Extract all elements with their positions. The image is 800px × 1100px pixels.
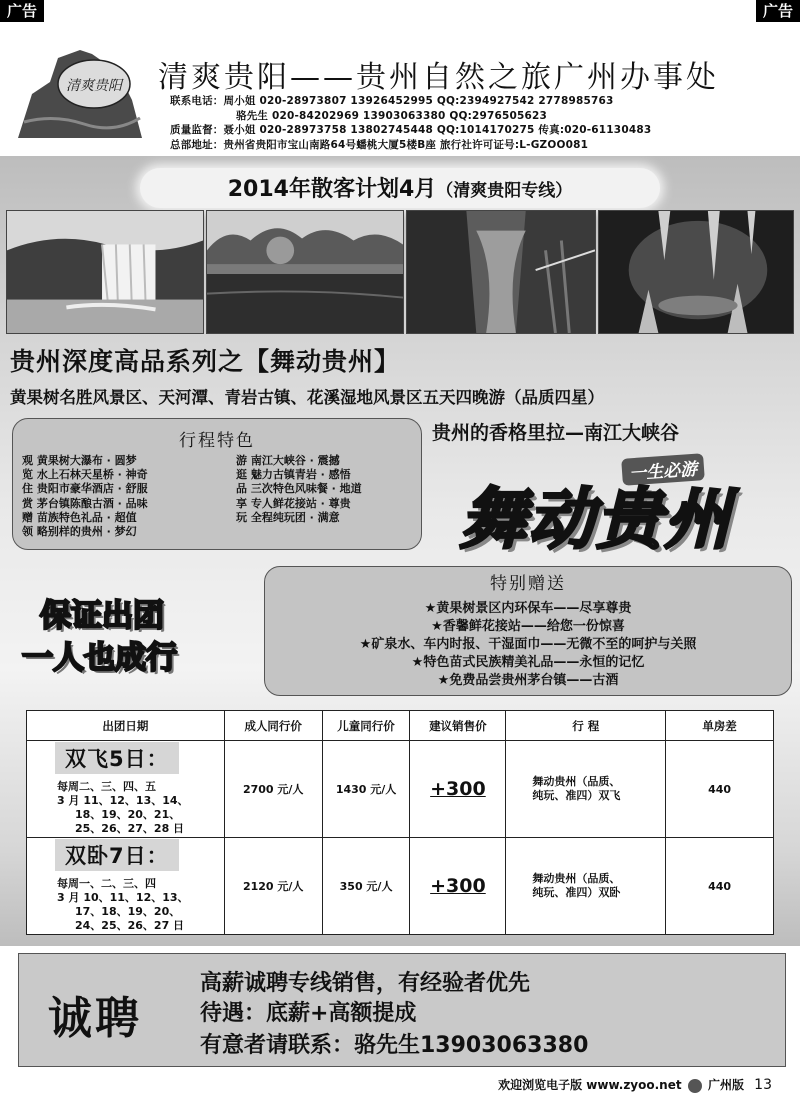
features-left-list: [22, 454, 148, 539]
schedule-table: [26, 710, 774, 935]
feature-item: 住 贵阳市豪华酒店 · 舒服: [22, 482, 148, 496]
footer-edition: 广州版: [707, 1078, 744, 1092]
ad-label-right: 广告: [756, 0, 800, 22]
page-footer: [498, 1076, 772, 1093]
date-line: 每周二、三、四、五: [57, 780, 156, 793]
feature-item: 玩 全程纯玩团 · 满意: [236, 510, 340, 524]
guarantee-line-1: 保证出团: [40, 598, 164, 634]
adult-price: 2120 元/人: [224, 838, 322, 935]
contact-line-2: 骆先生 020-84202969 13903063380 QQ:2976505623: [236, 110, 548, 122]
single-room-supplement: 440: [666, 838, 774, 935]
feature-item: 领 略别样的贵州 · 梦幻: [22, 525, 137, 539]
agency-title: 清爽贵阳——贵州自然之旅广州办事处: [158, 60, 719, 95]
feature-item: 品 三次特色风味餐 · 地道: [236, 482, 362, 496]
recruitment-contact: 有意者请联系：骆先生13903063380: [200, 1033, 589, 1058]
features-right-list: [236, 454, 362, 525]
col-header: 行 程: [506, 711, 666, 741]
feature-item: 览 水上石林天星桥 · 神奇: [22, 468, 148, 482]
contact-line-1: 联系电话：周小姐 020-28973807 13926452995 QQ:2394927542 2778985763: [170, 95, 614, 107]
itinerary-cell: 舞动贵州（品质、 纯玩、准四）双飞: [506, 741, 666, 838]
table-row: [27, 741, 774, 838]
feature-item: 赠 苗族特色礼品 · 超值: [22, 510, 137, 524]
plan-title: 2014年散客计划4月（清爽贵阳专线）: [227, 177, 573, 202]
date-line: 24、25、26、27 日: [75, 919, 185, 932]
table-header-row: [27, 711, 774, 741]
footer-welcome: 欢迎浏览电子版: [498, 1078, 583, 1092]
lake-photo: [206, 210, 404, 334]
canyon-photo: [406, 210, 596, 334]
feature-item: 游 南江大峡谷 · 震撼: [236, 454, 340, 467]
adult-price: 2700 元/人: [224, 741, 322, 838]
gift-item: ★特色苗式民族精美礼品——永恒的记忆: [411, 655, 645, 670]
date-line: 25、26、27、28 日: [75, 822, 185, 835]
feature-item: 赏 茅台镇陈酿古酒 · 品味: [22, 496, 148, 510]
series-title: 贵州深度高品系列之【舞动贵州】: [10, 347, 401, 376]
col-header: 成人同行价: [224, 711, 322, 741]
feature-item: 享 专人鲜花接站 · 尊贵: [236, 496, 351, 510]
trip-name: 双卧7日：: [55, 839, 179, 871]
recruitment-line: 待遇：底薪+高额提成: [200, 1001, 417, 1026]
single-room-supplement: 440: [666, 741, 774, 838]
departure-dates-cell: [27, 741, 225, 838]
date-line: 18、19、20、21、: [75, 808, 181, 821]
child-price: 1430 元/人: [322, 741, 410, 838]
suggested-price: +300: [410, 741, 506, 838]
gift-item: ★香馨鲜花接站——给您一份惊喜: [431, 619, 625, 634]
dancing-guizhou-logo: 舞动贵州: [460, 480, 732, 558]
feature-item: 逛 魅力古镇青岩 · 感悟: [236, 468, 351, 482]
features-heading: 行程特色: [179, 431, 255, 451]
departure-dates-cell: [27, 838, 225, 935]
recruitment-title: 诚聘: [48, 993, 142, 1044]
recruitment-line: 高薪诚聘专线销售，有经验者优先: [200, 971, 531, 996]
suggested-price: +300: [410, 838, 506, 935]
date-line: 17、18、19、20、: [75, 905, 181, 918]
col-header: 儿童同行价: [322, 711, 410, 741]
gift-item: ★矿泉水、车内时报、干湿面巾——无微不至的呵护与关照: [359, 637, 697, 652]
must-visit-badge: 一生必游: [621, 453, 705, 486]
edition-icon: [688, 1079, 702, 1093]
col-header: 出团日期: [27, 711, 225, 741]
contact-line-3: 质量监督：聂小姐 020-28973758 13802745448 QQ:1014170275 传真:020-61130483: [170, 124, 652, 136]
shangri-la-tagline: 贵州的香格里拉—南江大峡谷: [432, 422, 680, 444]
agency-logo: [14, 44, 146, 142]
col-header: 建议销售价: [410, 711, 506, 741]
gift-item: ★黄果树景区内环保车——尽享尊贵: [424, 601, 632, 616]
route-description: 黄果树名胜风景区、天河潭、青岩古镇、花溪湿地风景区五天四晚游（品质四星）: [10, 388, 604, 407]
logo-text: 清爽贵阳: [66, 78, 122, 94]
itinerary-cell: 舞动贵州（品质、 纯玩、准四）双卧: [506, 838, 666, 935]
gift-item: ★免费品尝贵州茅台镇——古酒: [437, 673, 619, 688]
date-line: 每周一、二、三、四: [57, 877, 156, 890]
col-header: 单房差: [666, 711, 774, 741]
footer-url[interactable]: www.zyoo.net: [586, 1078, 682, 1092]
feature-item: 观 黄果树大瀑布 · 圆梦: [22, 454, 137, 467]
gifts-heading: 特别赠送: [490, 574, 566, 594]
cave-photo: [598, 210, 794, 334]
child-price: 350 元/人: [322, 838, 410, 935]
waterfall-photo: [6, 210, 204, 334]
contact-line-4: 总部地址：贵州省贵阳市宝山南路64号蟠桃大厦5楼B座 旅行社许可证号:L-GZOO081: [170, 139, 589, 151]
guarantee-line-2: 一人也成行: [22, 640, 177, 676]
trip-name: 双飞5日：: [55, 742, 179, 774]
date-line: 3 月 11、12、13、14、: [57, 794, 189, 807]
table-row: [27, 838, 774, 935]
page-number: 13: [754, 1077, 772, 1093]
ad-label-left: 广告: [0, 0, 44, 22]
date-line: 3 月 10、11、12、13、: [57, 891, 189, 904]
